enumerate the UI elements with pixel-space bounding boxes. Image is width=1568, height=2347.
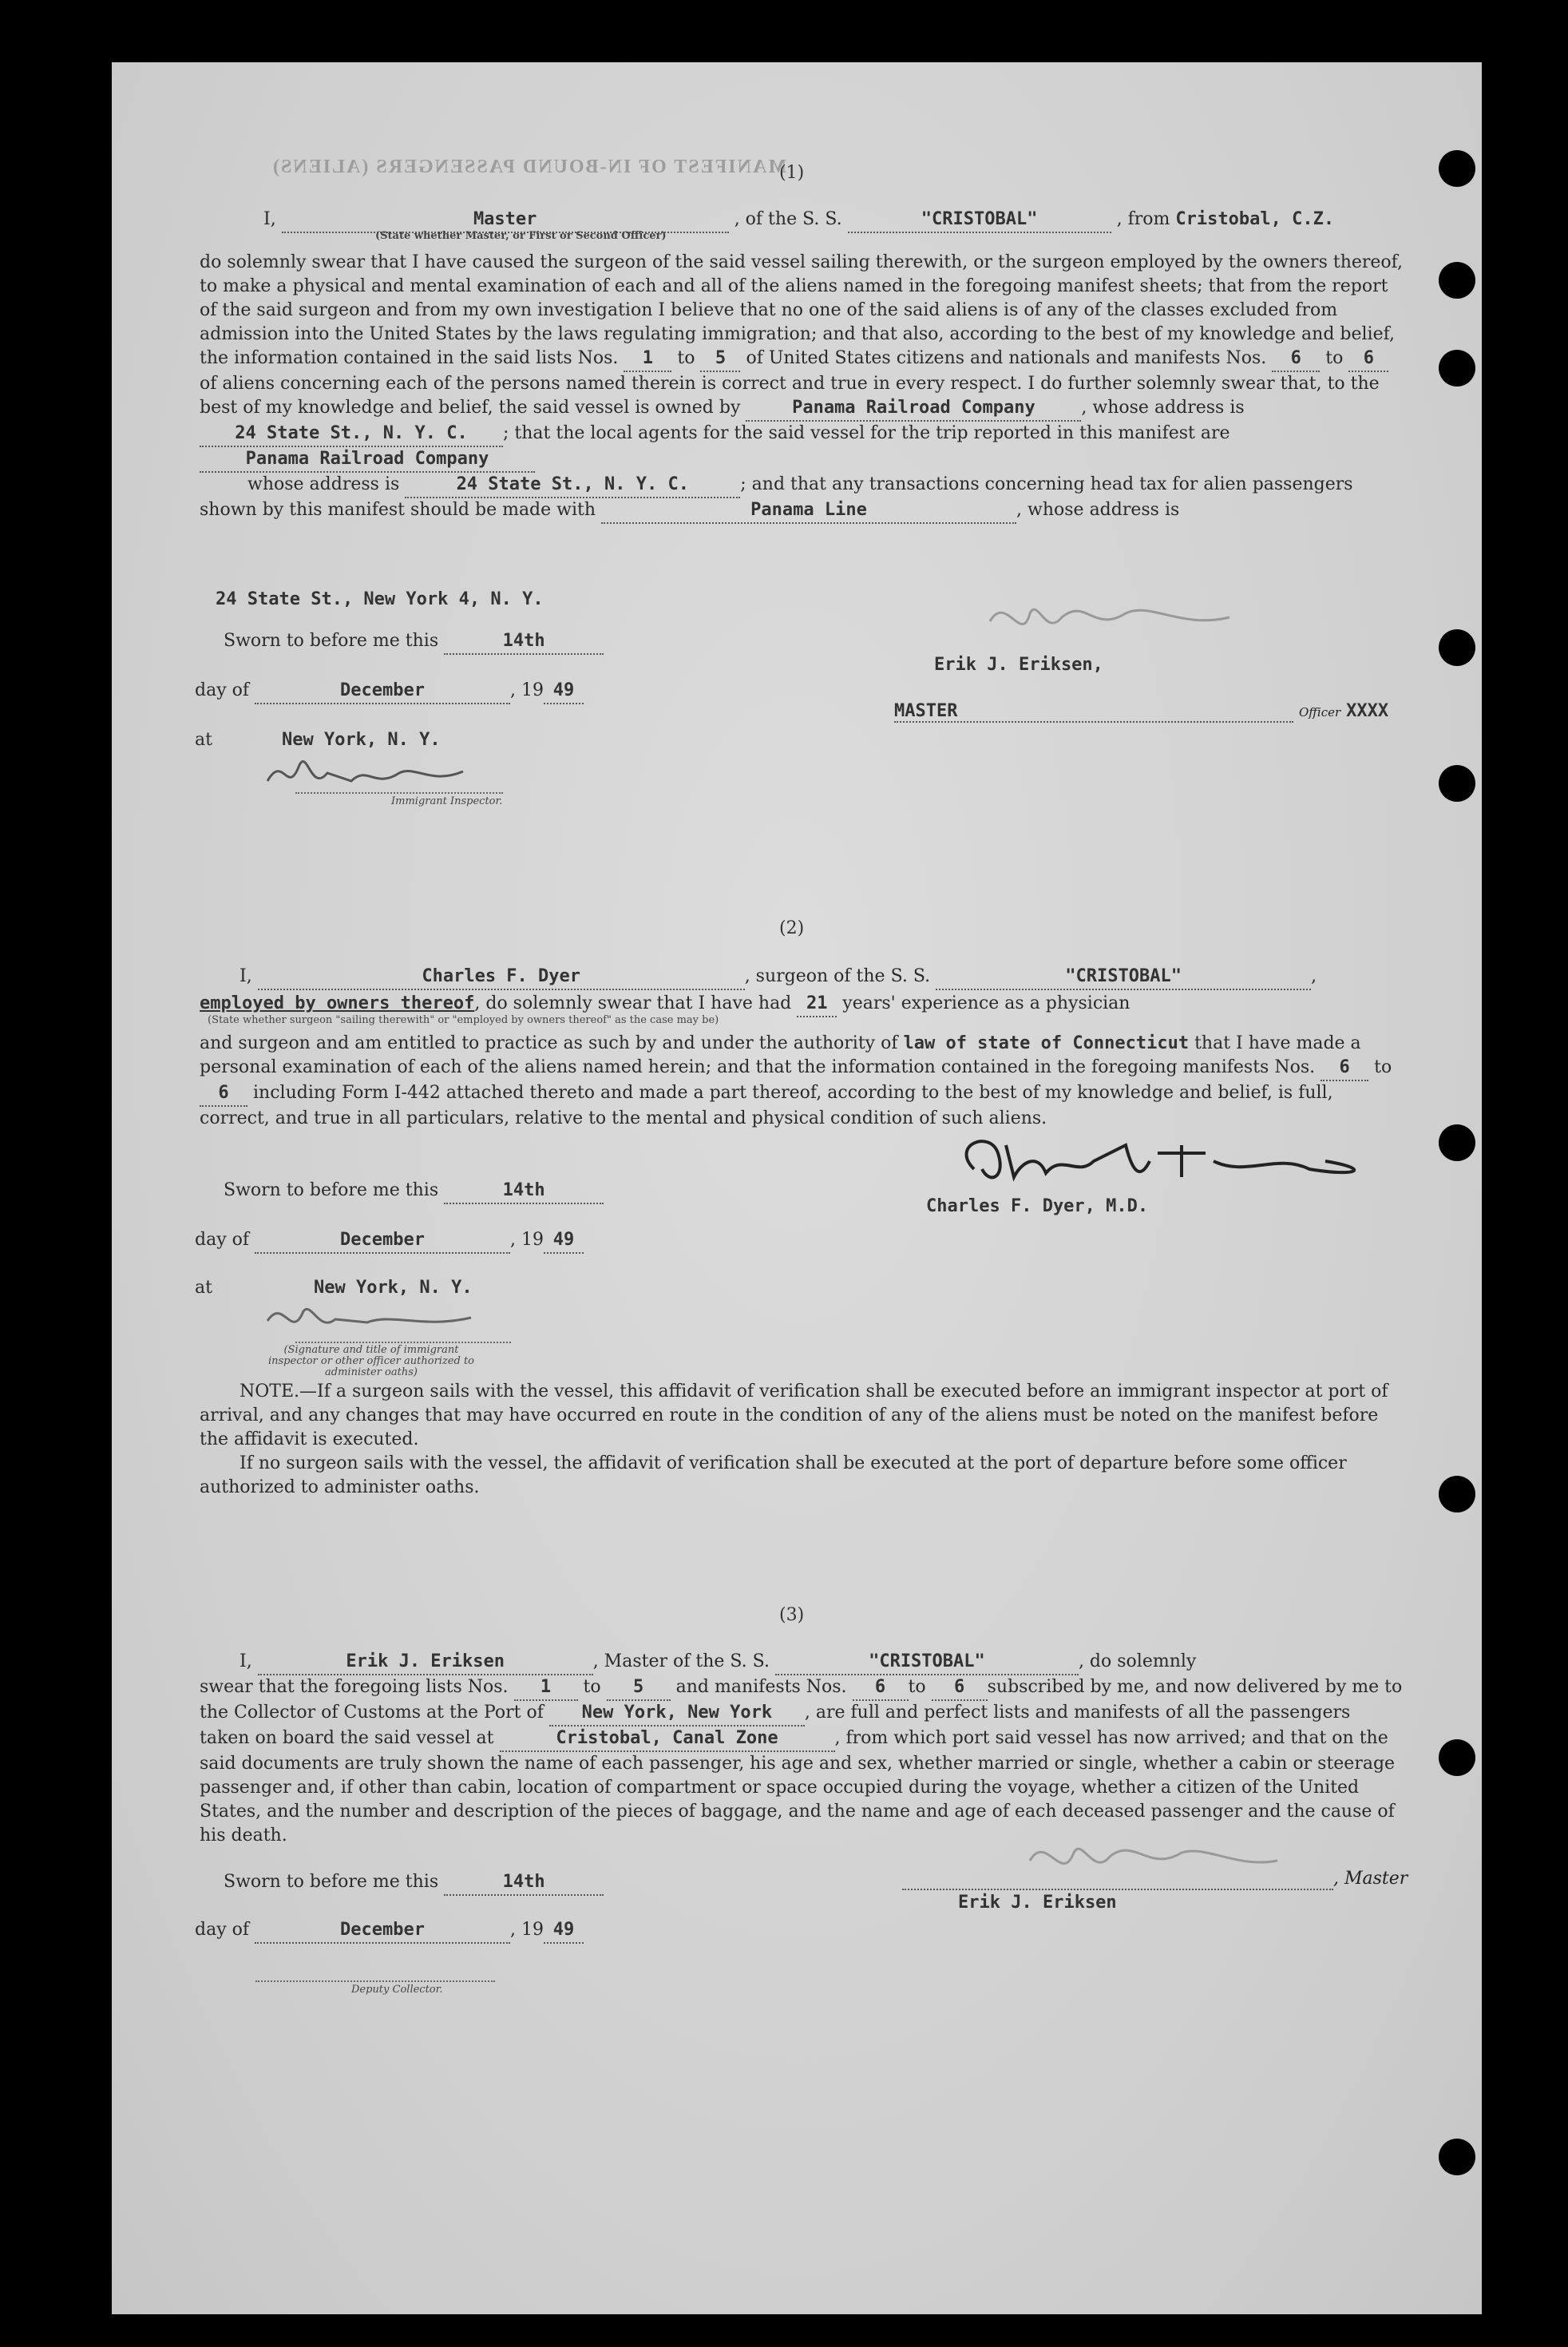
port-field: Cristobal, C.Z. [1175,209,1335,229]
tax-address: 24 State St., New York 4, N. Y. [216,589,544,609]
text: delivered by me to the Collector of Customs at the Port of [200,1677,1403,1723]
text: Sworn to before me this [224,1180,439,1200]
officer-label: Officer [1299,705,1341,720]
punch-hole [1439,150,1475,187]
text: and manifests Nos. [675,1677,847,1697]
manifest-page [112,62,1482,2314]
text: swear that the foregoing lists Nos. [200,1677,509,1697]
text: ; that the local agents for the said vessel for the trip reported in this manifest are [503,423,1230,443]
text: I, [263,209,276,229]
tax-party: Panama Line [601,498,1016,524]
text: including Form I-442 attached thereto and made a part thereof, according to the best of my knowledge and belief, is full, correct, and true in all particulars, relative to the mental and physical condition of such aliens. [200,1083,1333,1128]
man-to: 6 [1348,347,1388,372]
sworn-day: 14th [444,1870,604,1896]
text: at [195,1278,212,1298]
lists-from: 1 [624,347,671,372]
text: , Master of the S. S. [592,1651,770,1671]
text: , whose address is [1081,398,1245,418]
punch-hole [1439,1124,1475,1161]
punch-hole [1439,2139,1475,2175]
vessel-field: "CRISTOBAL" [936,965,1311,990]
text: , 19 [510,1920,544,1940]
text: , do solemnly swear that I have had [474,993,792,1013]
punch-hole [1439,1739,1475,1776]
text: , from [1116,209,1170,229]
sworn-month: December [255,1228,510,1254]
officer-sig-label: (Signature and title of immigrant inspector or other officer authorized to administer oaths) [267,1344,474,1378]
sworn-place: New York, N. Y. [313,1278,473,1298]
text: day of [195,1920,250,1940]
text: Sworn to before me this [224,1872,439,1892]
strike-marks: XXXX [1346,701,1389,721]
faint-header: MANIFEST OF IN-BOUND PASSENGERS (ALIENS) [271,157,786,177]
master-name-field: Erik J. Eriksen [258,1650,593,1675]
text: do solemnly swear that I have caused the surgeon of the said vessel sailing therewith, or the surgeon employed by the owners thereof, to make a physical and mental examination of each and all of the aliens named in the foregoing manifest sheets; that from the report of the said surgeon and from my own investigation I believe that no one of the said aliens is of any of the classes excluded from admission into the United States by the laws regulating immigration; and that also, according to the best of my knowledge and belief, the information contained in the said lists Nos. [200,252,1404,368]
text: —If a surgeon sails with the vessel, this affidavit of verification shall be executed before an immigrant inspector at port of arrival, and any changes that may have occurred en route in the condition of any of the aliens must be noted on the manifest before the affidavit is executed. [200,1382,1388,1449]
day-of-line [195,1228,584,1254]
text: day of [195,1230,250,1250]
section-number: (2) [779,918,805,938]
text: , surgeon of the S. S. [744,966,931,986]
punch-hole [1439,1476,1475,1512]
vessel-field: "CRISTOBAL" [848,208,1111,233]
surgeon-name: Charles F. Dyer [258,965,745,990]
text: Sworn to before me this [224,631,439,651]
section-number: (3) [779,1605,805,1625]
text: , 19 [510,1230,544,1250]
oath-body [200,251,1405,524]
sworn-year: 49 [544,1918,584,1944]
text: I, [240,1651,252,1671]
master-rank-line [894,701,1388,723]
inspector-rule [295,1342,511,1343]
note-heading: NOTE. [240,1382,300,1401]
punch-hole [1439,765,1475,802]
man-to: 6 [932,1675,988,1701]
vessel-field: "CRISTOBAL" [775,1650,1079,1675]
text: and surgeon and am entitled to practice as such by and under the authority of [200,1033,898,1053]
agent-address: 24 State St., N. Y. C. [405,473,740,498]
surgeon-signature [942,1129,1389,1201]
signature-rule [902,1869,1333,1890]
lists-to: 5 [607,1675,671,1701]
lists-from: 1 [514,1675,578,1701]
sworn-day: 14th [444,629,604,655]
inspector-rule [295,792,503,794]
inspector-signature [263,1297,487,1345]
years-field: 21 [797,992,837,1017]
sworn-month: December [255,679,510,704]
text: , whose address is [1016,500,1180,520]
master-printed-name: Erik J. Eriksen [958,1893,1117,1913]
text: I, [240,966,252,986]
text: of United States citizens and nationals and manifests Nos. [746,348,1267,368]
sworn-line [224,1870,604,1896]
inspector-label: Immigrant Inspector. [391,795,503,807]
day-of-line [195,1918,584,1944]
text: , of the S. S. [734,209,842,229]
text: that I have made a personal examination of each of the aliens named herein; and that the information contained in the foregoing manifests Nos. [200,1033,1361,1077]
man-from: 6 [1272,347,1320,372]
text: , 19 [510,680,544,700]
rank-note: (State whether Master, or First or Second Officer) [375,230,667,242]
day-of-line [195,679,584,704]
text: , are full and perfect lists and [804,1703,1069,1723]
surgeon-line: I, Charles F. Dyer , surgeon of the S. S. "CRISTOBAL" , [240,965,1317,990]
punch-hole [1439,262,1475,299]
rank-field: Master [282,208,729,233]
agent-field: Panama Railroad Company [200,447,535,473]
text: years' experience as a physician [842,993,1130,1013]
master-rank: MASTER [894,701,1293,723]
law-field: law of state of Connecticut [903,1033,1190,1053]
sworn-line [224,1179,604,1204]
owner-address: 24 State St., N. Y. C. [200,422,503,447]
lists-to: 5 [700,347,740,372]
sworn-place: New York, N. Y. [281,730,441,750]
text: ; and that any transactions concerning head tax for alien passengers shown by this manifest should be made with [200,474,1353,520]
man-from: 6 [853,1675,909,1701]
text: to [1374,1057,1392,1077]
note-2 [200,1452,1405,1500]
master-name: Erik J. Eriksen, [934,655,1103,675]
section-number: (1) [779,163,805,183]
owner-field: Panama Railroad Company [746,396,1081,422]
sworn-line [224,629,604,655]
text: If no surgeon sails with the vessel, the affidavit of verification shall be executed at the port of departure before some officer authorized to administer oaths. [200,1453,1347,1497]
master-sign-line [902,1869,1408,1890]
text: port said vessel has now arrived; and that on the said documents are truly shown the name of each passenger, his age and sex, whether married or single, whether a cabin or steerage passenger and, if other than cabin, location of compartment or space occupied during the voyage, whether a citizen of the United States, and the number and description of the pieces of baggage, and the name and age of each deceased passenger and the cause of his death. [200,1728,1396,1845]
text: to [1325,348,1344,368]
text: day of [195,680,250,700]
collector-body [200,1675,1405,1848]
text: subscribed by me, and now [987,1677,1231,1697]
punch-hole [1439,350,1475,387]
punch-hole [1439,629,1475,666]
text: at [195,730,212,750]
note [200,1380,1405,1452]
surgeon-body [200,1032,1405,1131]
man-from: 6 [1321,1056,1368,1081]
surgeon-printed-name: Charles F. Dyer, M.D. [926,1196,1149,1216]
text: , do solemnly [1078,1651,1197,1671]
master-line [240,1650,1196,1675]
collector-rule [255,1980,495,1982]
collector-label: Deputy Collector. [351,1984,443,1996]
master-signature [974,589,1245,653]
text: manifests of all the passengers taken on board the said vessel at [200,1703,1351,1748]
employ-note: (State whether surgeon "sailing therewith" or "employed by owners thereof" as the case may be) [208,1014,719,1026]
sworn-year: 49 [544,1228,584,1254]
text: to [677,348,695,368]
sworn-month: December [255,1918,510,1944]
origin-field: Cristobal, Canal Zone [500,1727,835,1752]
employed-field: employed by owners thereof [200,993,475,1013]
text: , from which [834,1728,947,1748]
master-label: , Master [1333,1869,1408,1889]
sworn-day: 14th [444,1179,604,1204]
sworn-year: 49 [544,679,584,704]
text: whose address is [247,474,400,494]
port-field: New York, New York [549,1701,805,1727]
text: to [908,1677,926,1697]
text: to [583,1677,601,1697]
text: of aliens concerning each of the persons named therein is correct and true in every respect. I do further solemnly swear that, to the best of my knowledge and belief, the said vessel is owned by [200,374,1380,418]
man-to: 6 [200,1081,247,1107]
